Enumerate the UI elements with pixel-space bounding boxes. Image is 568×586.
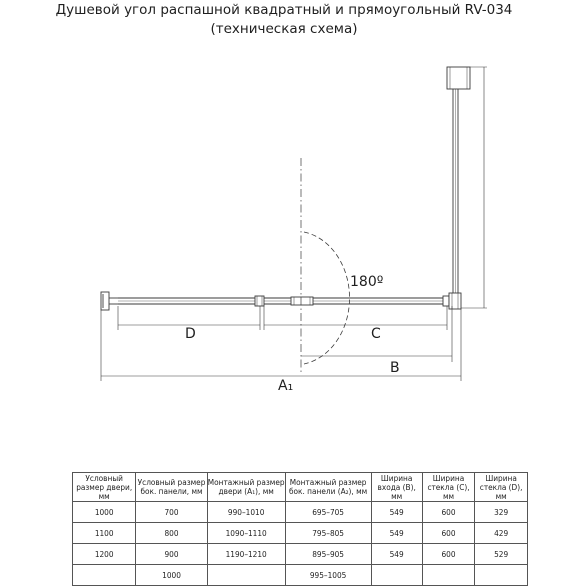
side-glass-panel: [118, 296, 264, 306]
table-row: [73, 544, 528, 565]
header-door-size: Условный размер двери, мм: [73, 473, 136, 502]
header-glass-c: Ширина стекла (C), мм: [422, 473, 475, 502]
dimension-label-c: C: [371, 326, 381, 342]
table-row: [73, 523, 528, 544]
table-cell: 1100: [73, 523, 136, 544]
diagram-title: Душевой угол распашной квадратный и прямоугольный RV-034: [55, 2, 513, 18]
table-cell: 695–705: [285, 502, 371, 523]
table-cell: 1090–1110: [207, 523, 285, 544]
table-cell: 329: [475, 502, 528, 523]
header-panel-mount: Монтажный размер бок. панели (A₂), мм: [285, 473, 371, 502]
table-cell: 700: [136, 502, 207, 523]
table-cell: 600: [422, 544, 475, 565]
header-entry-width: Ширина входа (B), мм: [371, 473, 422, 502]
diagram-subtitle: (техническая схема): [210, 21, 358, 37]
table-cell: 1190–1210: [207, 544, 285, 565]
hinged-door: [264, 296, 449, 306]
header-panel-size: Условный размер бок. панели, мм: [136, 473, 207, 502]
header-door-mount: Монтажный размер двери (A₁), мм: [207, 473, 285, 502]
table-cell: 995–1005: [285, 565, 371, 586]
angle-label: 180º: [350, 274, 384, 290]
table-cell: 549: [371, 544, 422, 565]
table-cell: 900: [136, 544, 207, 565]
table-cell: 429: [475, 523, 528, 544]
dimension-label-a1: A₁: [278, 378, 294, 394]
side-dimension-line: [461, 67, 487, 308]
table-row: [73, 502, 528, 523]
size-table: [72, 472, 528, 586]
header-glass-d: Ширина стекла (D), мм: [475, 473, 528, 502]
table-cell: 549: [371, 523, 422, 544]
table-cell: 1000: [136, 565, 207, 586]
dimension-label-b: B: [390, 360, 400, 376]
table-header-row: [73, 473, 528, 502]
table-cell: 600: [422, 523, 475, 544]
table-cell: 895–905: [285, 544, 371, 565]
table-cell: 1200: [73, 544, 136, 565]
table-cell: 529: [475, 544, 528, 565]
table-cell: 990–1010: [207, 502, 285, 523]
table-cell: 795–805: [285, 523, 371, 544]
table-cell: 600: [422, 502, 475, 523]
left-wall-profile: [101, 292, 118, 310]
dimension-lines: [101, 306, 461, 381]
table-cell: 1000: [73, 502, 136, 523]
table-cell: 549: [371, 502, 422, 523]
dimension-label-d: D: [185, 326, 196, 342]
right-corner-profile: [447, 67, 470, 309]
table-cell: 800: [136, 523, 207, 544]
